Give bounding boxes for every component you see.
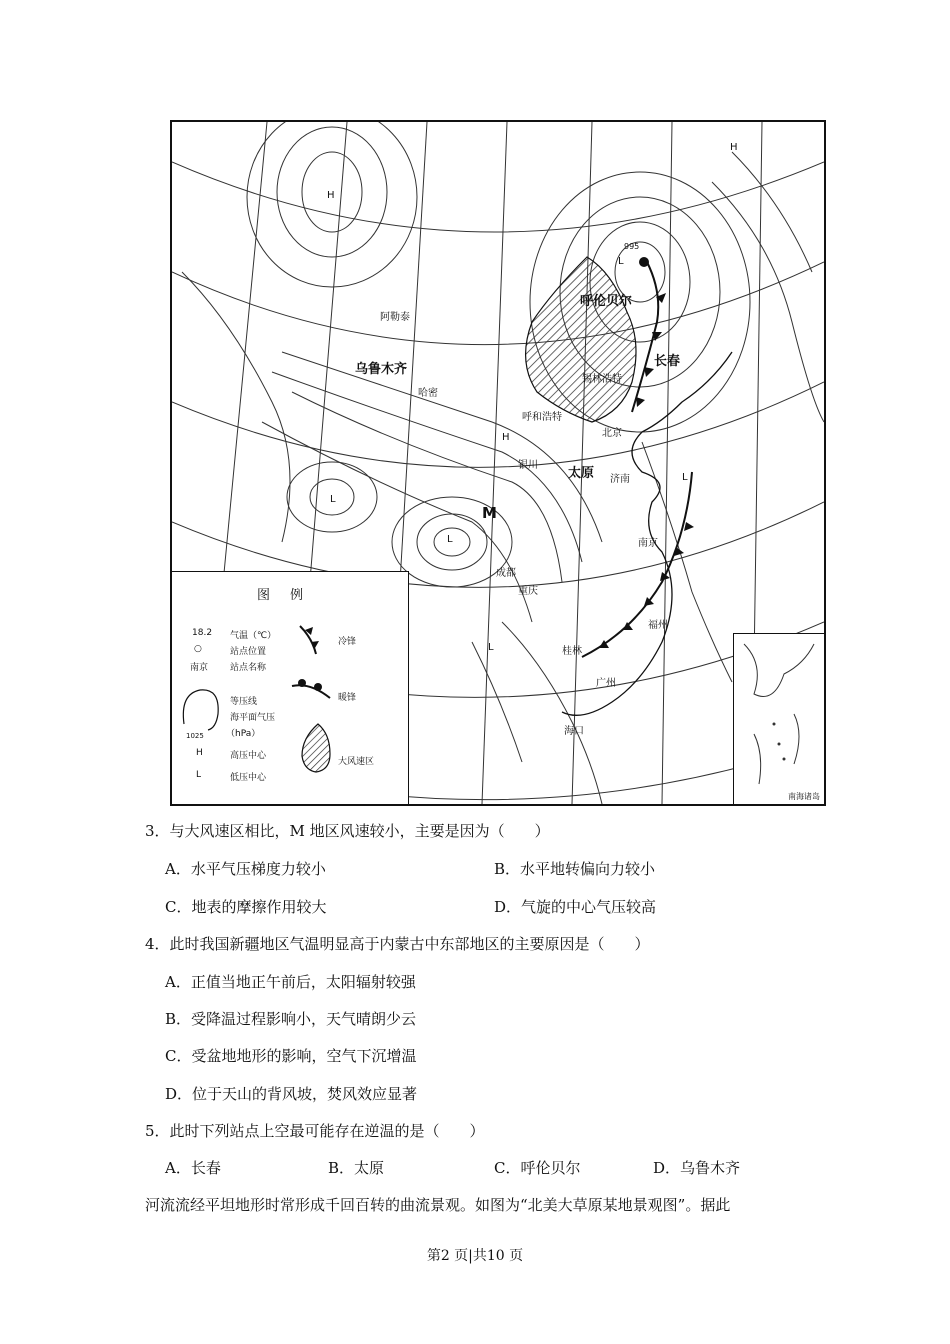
q3-stem: 3．与大风速区相比，M 地区风速较小，主要是因为（ ） [145, 822, 550, 840]
legend-low-symbol: L [196, 770, 202, 780]
legend-temp: 气温（℃） [230, 631, 277, 641]
station-nanjing: 南京 [638, 538, 658, 549]
legend-isobar-sample: 1025 [186, 732, 204, 740]
q3-option-d: D．气旋的中心气压较高 [494, 898, 657, 916]
legend-low: 低压中心 [230, 773, 267, 783]
low-center-mark: L [682, 472, 688, 483]
map-label-m: M [482, 504, 497, 522]
legend-cold-front: 冷锋 [338, 637, 357, 647]
weather-map [170, 120, 826, 806]
q4-option-b: B．受降温过程影响小，天气晴朗少云 [165, 1010, 417, 1028]
station-beijing: 北京 [602, 428, 622, 439]
station-xilinhaote: 锡林浩特 [582, 374, 622, 385]
station-hami: 哈密 [418, 388, 438, 399]
low-center-mark: L [447, 534, 453, 545]
next-question-intro: 河流流经平坦地形时常形成千回百转的曲流景观。如图为“北美大草原某地景观图”。据此 [145, 1196, 731, 1214]
legend-gale: 大风速区 [338, 757, 375, 767]
high-center-mark: H [327, 190, 335, 201]
legend-high: 高压中心 [230, 751, 267, 761]
q4-option-c: C．受盆地地形的影响，空气下沉增温 [165, 1047, 417, 1065]
south-china-sea-inset [733, 633, 824, 804]
legend-hpa: （hPa） [226, 729, 261, 739]
station-fuzhou: 福州 [648, 620, 668, 631]
high-center-mark: H [730, 142, 738, 153]
station-urumqi: 乌鲁木齐 [355, 362, 408, 377]
station-guangzhou: 广州 [596, 678, 616, 689]
page-footer: 第2 页|共10 页 [426, 1248, 524, 1264]
station-chengdu: 成都 [496, 568, 516, 579]
q5-option-b: B．太原 [328, 1159, 385, 1177]
legend-warm-front: 暖锋 [338, 693, 357, 703]
high-center-mark: H [502, 432, 510, 443]
inset-map [734, 634, 822, 802]
station-aletai: 阿勒泰 [380, 312, 410, 323]
q4-option-d: D．位于天山的背风坡，焚风效应显著 [165, 1085, 418, 1103]
q4-option-a: A．正值当地正午前后，太阳辐射较强 [165, 973, 416, 991]
q3-option-c: C．地表的摩擦作用较大 [165, 898, 327, 916]
warm-front-icon [288, 676, 338, 706]
station-circle-icon: ○ [194, 644, 202, 654]
station-jinan: 济南 [610, 474, 630, 485]
q5-stem: 5．此时下列站点上空最可能存在逆温的是（ ） [145, 1122, 485, 1140]
q5-option-a: A．长春 [165, 1159, 221, 1177]
low-center-mark: L [330, 494, 336, 505]
inset-label: 南海诸岛 [788, 792, 820, 801]
q3-option-b: B．水平地转偏向力较小 [494, 860, 656, 878]
q3-option-a: A．水平气压梯度力较小 [165, 860, 326, 878]
legend-isobar: 等压线 [230, 697, 258, 707]
cold-front-icon [292, 620, 332, 660]
legend-station-name: 站点名称 [230, 663, 267, 673]
gale-area-icon [296, 720, 336, 776]
legend-slp: 海平面气压 [230, 713, 276, 723]
station-taiyuan: 太原 [568, 466, 595, 481]
low-center-mark: L [618, 256, 624, 267]
legend-station-pos: 站点位置 [230, 647, 267, 657]
station-hulunbeier: 呼伦贝尔 [580, 294, 633, 309]
station-guilin: 桂林 [562, 646, 582, 657]
map-legend [172, 571, 409, 804]
legend-station-sample: 南京 [190, 663, 209, 673]
low-center-mark: L [488, 642, 494, 653]
legend-temp-sample: 18.2 [192, 628, 213, 638]
station-changchun: 长春 [654, 354, 681, 369]
q5-option-c: C．呼伦贝尔 [494, 1159, 581, 1177]
legend-title: 图例 [256, 588, 323, 603]
q5-option-d: D．乌鲁木齐 [653, 1159, 741, 1177]
station-yinchuan: 银川 [518, 460, 538, 471]
legend-high-symbol: H [196, 748, 203, 758]
station-haikou: 海口 [564, 726, 584, 737]
station-huhehaote: 呼和浩特 [522, 412, 562, 423]
q4-stem: 4．此时我国新疆地区气温明显高于内蒙古中东部地区的主要原因是（ ） [145, 935, 650, 953]
isobar-value: 995 [624, 242, 640, 251]
isobar-icon [178, 684, 222, 738]
station-chongqing: 重庆 [518, 586, 538, 597]
